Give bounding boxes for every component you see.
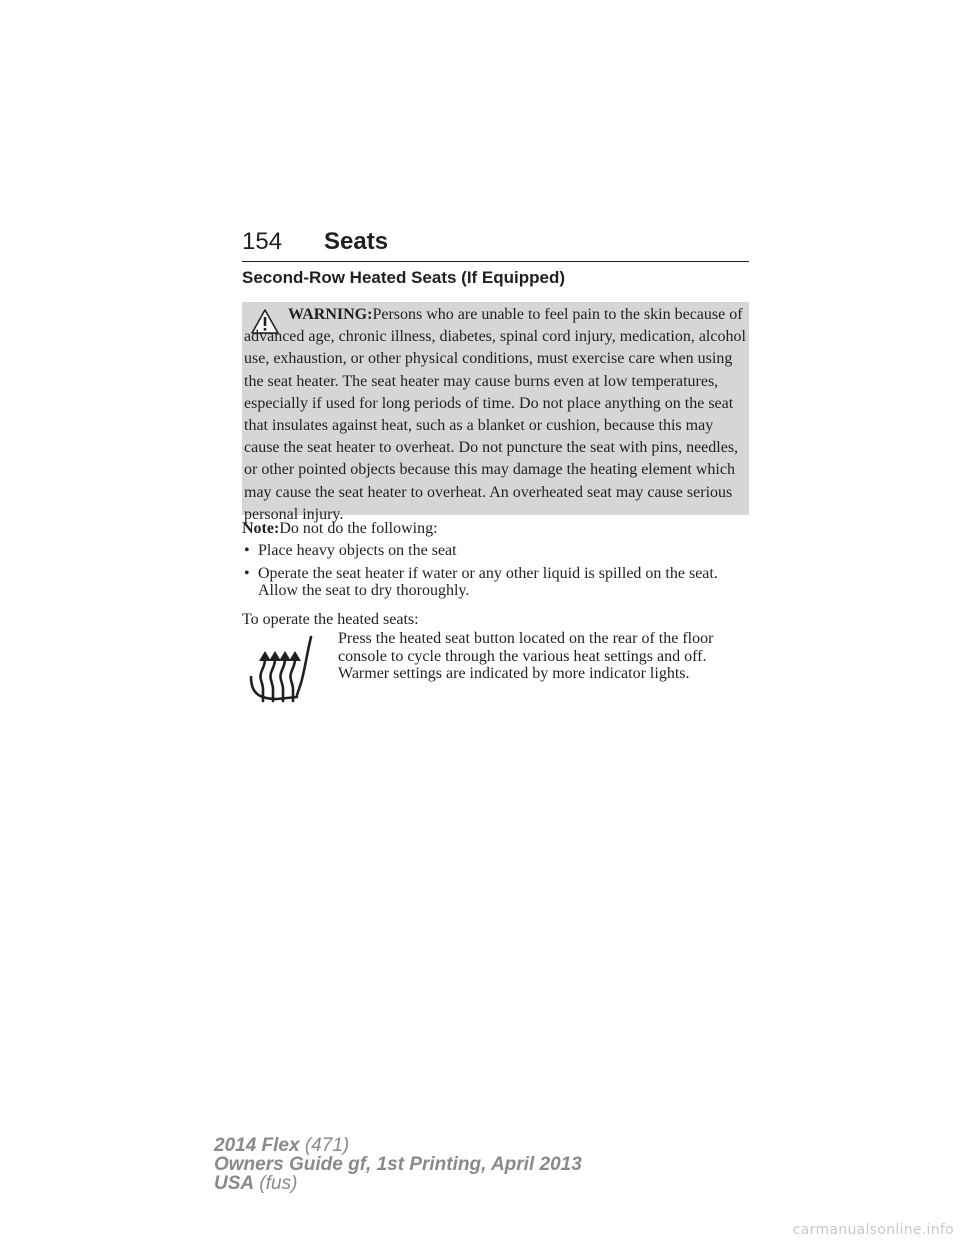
warning-label: WARNING:: [288, 306, 373, 323]
warning-box: [242, 302, 749, 523]
footer-market: USA: [214, 1173, 255, 1194]
bullet-dot: •: [244, 565, 250, 582]
footer-line-model: [214, 1136, 582, 1155]
note-label: Note:: [242, 520, 280, 537]
list-item-text: Place heavy objects on the seat: [258, 542, 457, 559]
list-item: [242, 542, 749, 559]
operate-intro: To operate the heated seats:: [242, 611, 419, 628]
operate-instructions: Press the heated seat button located on the rear of the floor console to cycle through the various heat settings and off. Warmer settings are indicated by more indicator lights.: [338, 630, 714, 682]
note-text: Do not do the following:: [279, 520, 438, 537]
footer-model: 2014 Flex: [214, 1135, 300, 1156]
warning-text: [244, 304, 747, 526]
footer-line-market: [214, 1174, 582, 1193]
page-header: [242, 228, 749, 262]
list-item-text: Operate the seat heater if water or any other liquid is spilled on the seat. Allow the seat to dry thoroughly.: [258, 565, 718, 599]
footer: [214, 1136, 582, 1193]
watermark: carmanualsonline.info: [792, 1222, 954, 1238]
footer-market-code: (fus): [259, 1173, 298, 1194]
warning-body: Persons who are unable to feel pain to the skin because of advanced age, chronic illness, diabetes, spinal cord injury, medication, alcohol use, exhaustion, or other physical conditions, must exercise care when using the seat heater. The seat heater may cause burns even at low temperatures, especially if used for long periods of time. Do not place anything on the seat that insulates against heat, such as a blanket or cushion, because this may cause the seat heater to overheat. Do not puncture the seat with pins, needles, or other pointed objects because this may damage the heating element which may cause the seat heater to overheat. An overheated seat may cause serious personal injury.: [244, 306, 746, 523]
do-not-list: [242, 542, 749, 605]
footer-guide: Owners Guide gf, 1st Printing, April 2013: [214, 1154, 582, 1175]
bullet-dot: •: [244, 542, 250, 559]
section-heading: Second-Row Heated Seats (If Equipped): [242, 268, 566, 287]
section-title: Seats: [324, 228, 389, 255]
heated-seat-icon: [247, 633, 321, 705]
note: [242, 518, 438, 540]
page-number: 154: [242, 228, 283, 255]
footer-model-code: (471): [304, 1135, 350, 1156]
list-item: [242, 565, 749, 599]
